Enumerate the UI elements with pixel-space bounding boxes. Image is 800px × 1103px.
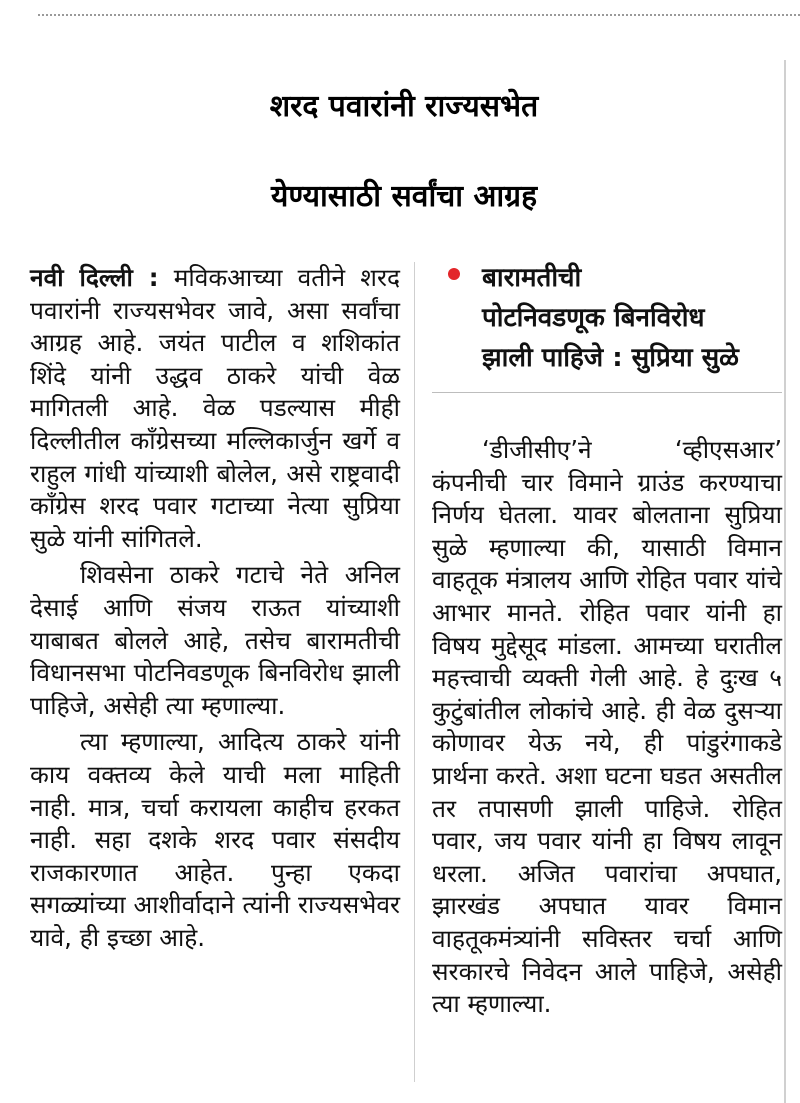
subheadline-rule (432, 392, 782, 393)
subheadline-line-3: झाली पाहिजे : सुप्रिया सुळे (482, 343, 739, 373)
headline (24, 62, 784, 242)
right-edge-rule (784, 60, 786, 1103)
left-paragraph-1 (30, 262, 400, 555)
top-dotted-rule (38, 14, 800, 16)
left-column (30, 262, 400, 954)
subheadline (440, 258, 780, 378)
left-paragraph-2: शिवसेना ठाकरे गटाचे नेते अनिल देसाई आणि संजय राऊत यांच्याशी याबाबत बोलले आहे, तसेच बारामतीची विधानसभा पोटनिवडणूक बिनविरोध झाली पाहिजे, असेही त्या म्हणाल्या. (30, 560, 400, 720)
left-paragraph-1-text: मविकआच्या वतीने शरद पवारांनी राज्यसभेवर जावे, असा सर्वांचा आग्रह आहे. जयंत पाटील व शशिकांत शिंदे यांनी उद्धव ठाकरे यांची वेळ मागितली आहे. वेळ पडल्यास मीही दिल्लीतील काँग्रेसच्या मल्लिकार्जुन खर्गे व राहुल गांधी यांच्याशी बोलेल, असे राष्ट्रवादी काँग्रेस शरद पवार गटाच्या नेत्या सुप्रिया सुळे यांनी सांगितले. (30, 263, 400, 553)
headline-line-2: येण्यासाठी सर्वांचा आग्रह (270, 179, 538, 214)
dateline: नवी दिल्ली : (30, 263, 159, 292)
subheadline-line-1: बारामतीची (482, 263, 582, 293)
subheadline-line-2: पोटनिवडणूक बिनविरोध (482, 303, 705, 333)
column-divider (414, 262, 415, 1082)
headline-line-1: शरद पवारांनी राज्यसभेत (269, 89, 539, 124)
left-paragraph-3: त्या म्हणाल्या, आदित्य ठाकरे यांनी काय वक्तव्य केले याची मला माहिती नाही. मात्र, चर्चा करायला काहीच हरकत नाही. सहा दशके शरद पवार संसदीय राजकारणात आहेत. पुन्हा एकदा सगळ्यांच्या आशीर्वादाने त्यांनी राज्यसभेवर यावे, ही इच्छा आहे. (30, 727, 400, 952)
right-paragraph-1: ‘डीजीसीए’ने ‘व्हीएसआर’ कंपनीची चार विमाने ग्राउंड करण्याचा निर्णय घेतला. यावर बोलताना सुप्रिया सुळे म्हणाल्या की, यासाठी विमान वाहतूक मंत्रालय आणि रोहित पवार यांचे आभार मानते. रोहित पवार यांनी हा विषय मुद्देसूद मांडला. आमच्या घरातील महत्त्वाची व्यक्ती गेली आहे. हे दुःख ५ कुटुंबांतील लोकांचे आहे. ही वेळ दुसऱ्या कोणावर येऊ नये, ही पांडुरंगाकडे प्रार्थना करते. अशा घटना घडत असतील तर तपासणी झाली पाहिजे. रोहित पवार, जय पवार यांनी हा विषय लावून धरला. अजित पवारांचा अपघात, झारखंड अपघात यावर विमान वाहतूकमंत्र्यांनी सविस्तर चर्चा आणि सरकारचे निवेदन आले पाहिजे, असेही त्या म्हणाल्या. (432, 435, 782, 1019)
right-column (432, 434, 782, 1021)
